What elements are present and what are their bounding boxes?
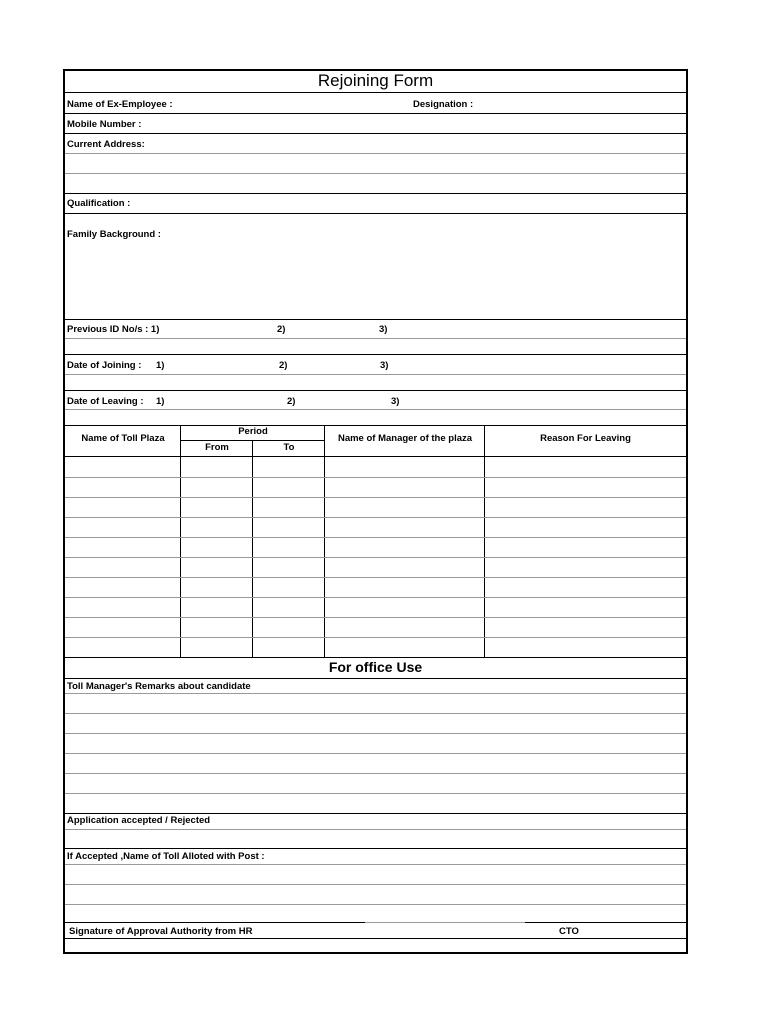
row-line xyxy=(65,693,686,694)
table-row-line xyxy=(65,497,686,498)
mobile-field[interactable] xyxy=(150,114,680,133)
previous-id-label: Previous ID No/s : 1) xyxy=(67,324,160,335)
address-label: Current Address: xyxy=(67,139,145,150)
row-line xyxy=(65,829,686,830)
column-line xyxy=(484,425,485,657)
table-row-line xyxy=(65,577,686,578)
allotted-toll-label: If Accepted ,Name of Toll Alloted with Post : xyxy=(67,851,265,862)
name-field[interactable] xyxy=(180,93,405,112)
allotted-toll-field[interactable] xyxy=(65,864,685,921)
divider xyxy=(65,390,686,391)
row-line xyxy=(65,793,686,794)
family-field[interactable] xyxy=(65,243,685,318)
header-from: From xyxy=(205,442,229,453)
header-to: To xyxy=(283,442,295,453)
divider xyxy=(65,678,686,679)
qualification-label: Qualification : xyxy=(67,198,131,209)
row-line xyxy=(65,864,686,865)
designation-label: Designation : xyxy=(413,99,474,110)
divider xyxy=(65,213,686,214)
hr-signature-label: Signature of Approval Authority from HR xyxy=(69,926,253,937)
rejoining-form xyxy=(63,69,688,954)
header-toll-plaza: Name of Toll Plaza xyxy=(81,433,165,444)
row-line xyxy=(65,753,686,754)
name-label: Name of Ex-Employee : xyxy=(67,99,173,110)
application-status-label: Application accepted / Rejected xyxy=(67,815,211,826)
leaving-2-label: 2) xyxy=(287,396,296,407)
designation-field[interactable] xyxy=(477,93,682,112)
joining-3-label: 3) xyxy=(380,360,389,371)
header-manager: Name of Manager of the plaza xyxy=(337,433,473,444)
application-status-field[interactable] xyxy=(225,814,680,828)
joining-2-label: 2) xyxy=(279,360,288,371)
table-row-line xyxy=(65,597,686,598)
leaving-1-label: 1) xyxy=(156,396,165,407)
joining-label: Date of Joining : xyxy=(67,360,142,371)
table-row-line xyxy=(65,637,686,638)
previous-id-3-label: 3) xyxy=(379,324,388,335)
row-line xyxy=(65,153,686,154)
signature-line xyxy=(65,922,365,923)
period-divider xyxy=(181,440,325,441)
divider xyxy=(65,938,686,939)
table-row-line xyxy=(65,557,686,558)
row-line xyxy=(65,713,686,714)
joining-1-label: 1) xyxy=(156,360,165,371)
leaving-label: Date of Leaving : xyxy=(67,396,144,407)
row-line xyxy=(65,733,686,734)
row-line xyxy=(65,904,686,905)
form-title: Rejoining Form xyxy=(317,71,434,90)
divider xyxy=(65,848,686,849)
column-line xyxy=(324,425,325,657)
divider xyxy=(65,425,686,426)
cto-signature-line xyxy=(525,922,686,923)
row-line xyxy=(65,884,686,885)
table-row-line xyxy=(65,617,686,618)
family-label: Family Background : xyxy=(67,229,161,240)
divider xyxy=(65,319,686,320)
divider xyxy=(65,456,686,457)
mobile-label: Mobile Number : xyxy=(67,119,142,130)
row-line xyxy=(65,409,686,410)
table-row-line xyxy=(65,517,686,518)
cto-label: CTO xyxy=(559,926,579,937)
qualification-field[interactable] xyxy=(140,194,680,213)
column-line xyxy=(180,425,181,657)
row-line xyxy=(65,173,686,174)
remarks-label: Toll Manager's Remarks about candidate xyxy=(67,681,251,692)
table-row-line xyxy=(65,477,686,478)
address-field[interactable] xyxy=(150,134,680,192)
row-line xyxy=(65,773,686,774)
office-use-title: For office Use xyxy=(328,659,423,675)
row-line xyxy=(65,338,686,339)
header-period: Period xyxy=(238,426,268,437)
row-line xyxy=(65,374,686,375)
row-line xyxy=(365,922,525,923)
leaving-3-label: 3) xyxy=(391,396,400,407)
table-row-line xyxy=(65,537,686,538)
divider xyxy=(65,354,686,355)
previous-id-2-label: 2) xyxy=(277,324,286,335)
column-line xyxy=(252,440,253,657)
header-reason: Reason For Leaving xyxy=(540,433,631,444)
